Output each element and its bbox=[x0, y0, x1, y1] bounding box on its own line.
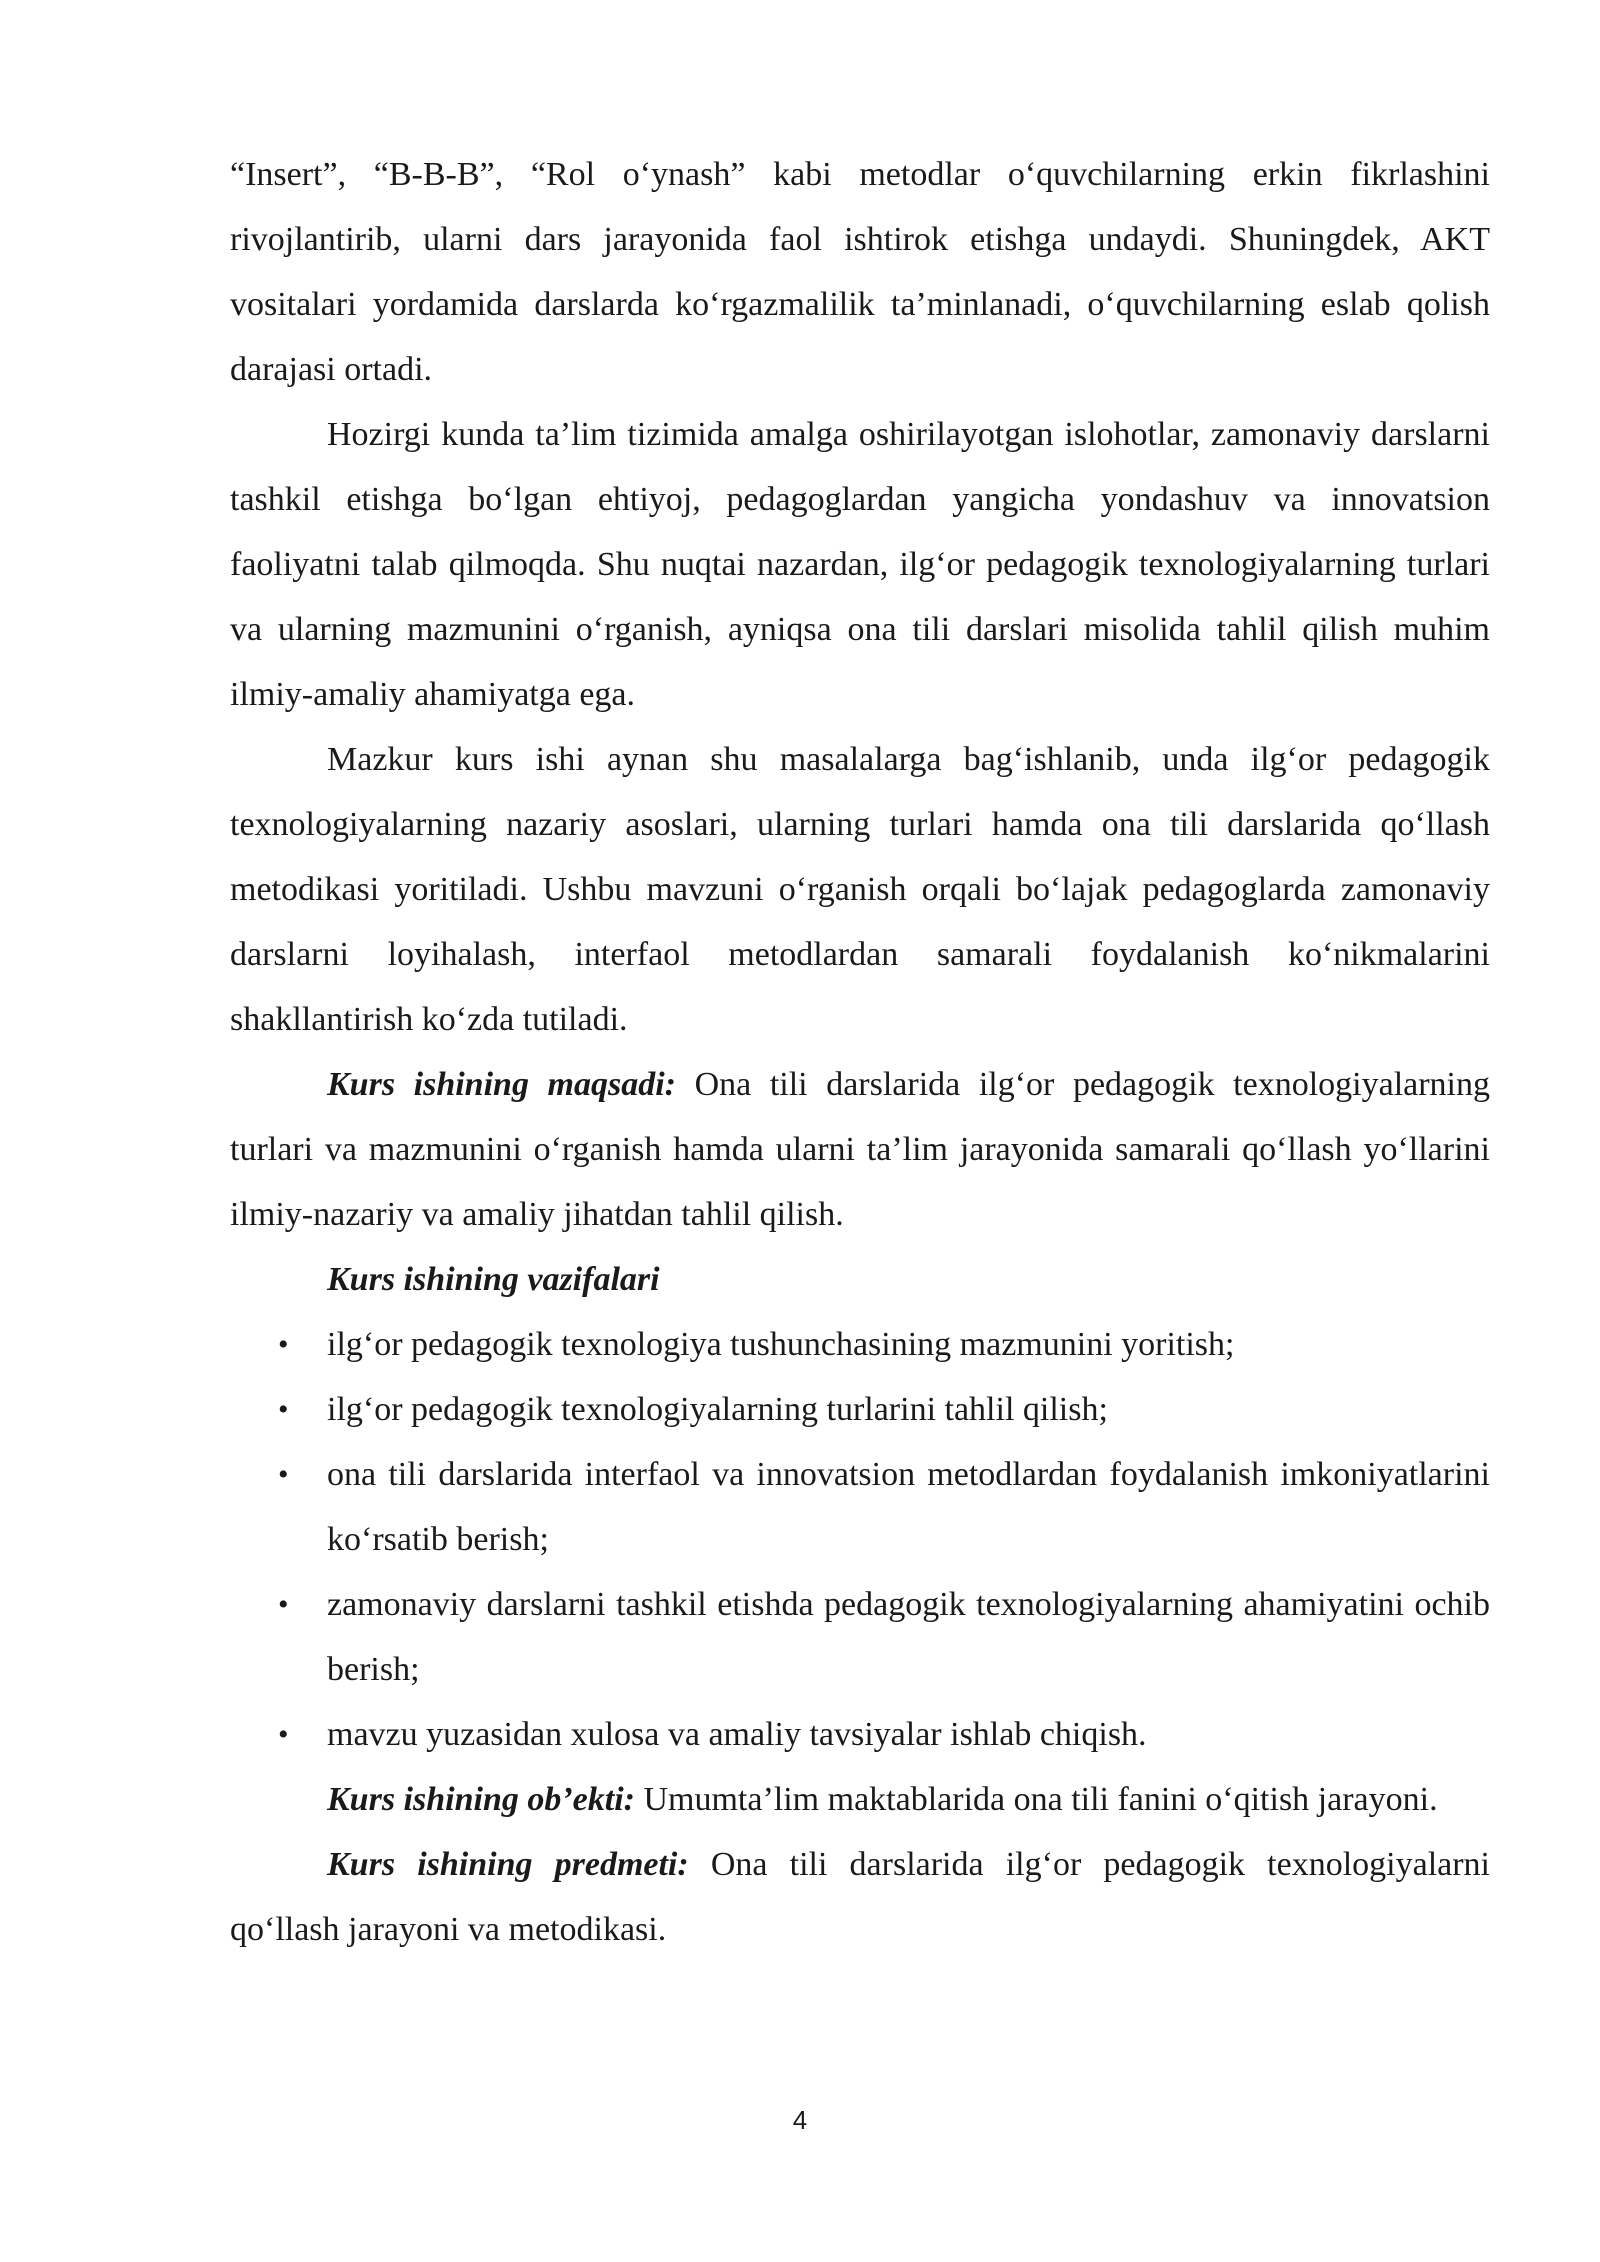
course-goal-label: Kurs ishining maqsadi: bbox=[327, 1066, 676, 1103]
bullet-icon: • bbox=[278, 1718, 289, 1751]
course-object-label: Kurs ishining ob’ekti: bbox=[327, 1781, 635, 1818]
paragraph-current-reforms: Hozirgi kunda ta’lim tizimida amalga oshirilayotgan islohotlar, zamonaviy darslarni tashkil etishga bo‘lgan ehtiyoj, pedagoglardan yangicha yondashuv va innovatsion faoliyatni talab qilmoqda. Shu nuqtai nazardan, ilg‘or pedagogik texnologiyalarning turlari va ularning mazmunini o‘rganish, ayniqsa ona tili darslari misolida tahlil qilish muhim ilmiy-amaliy ahamiyatga ega. bbox=[230, 416, 1490, 713]
page-body bbox=[230, 142, 1490, 1962]
list-item bbox=[230, 1572, 1490, 1702]
page-number: 4 bbox=[792, 2105, 808, 2135]
paragraph-course-object bbox=[230, 1767, 1490, 1832]
list-item bbox=[230, 1442, 1490, 1572]
list-item bbox=[230, 1312, 1490, 1377]
course-tasks-list bbox=[230, 1312, 1490, 1767]
course-goal-text: Ona tili darslarida ilg‘or pedagogik texnologiyalarning turlari va mazmunini o‘rganish hamda ularni ta’lim jarayonida samarali qo‘llash yo‘llarini ilmiy-nazariy va amaliy jihatdan tahlil qilish. bbox=[230, 1066, 1490, 1233]
bullet-icon: • bbox=[278, 1588, 289, 1621]
bullet-icon: • bbox=[278, 1393, 289, 1426]
list-item bbox=[230, 1377, 1490, 1442]
course-subject-label: Kurs ishining predmeti: bbox=[327, 1846, 689, 1883]
course-tasks-heading: Kurs ishining vazifalari bbox=[327, 1261, 660, 1298]
paragraph-course-work-scope: Mazkur kurs ishi aynan shu masalalarga bag‘ishlanib, unda ilg‘or pedagogik texnologiyalarning nazariy asoslari, ularning turlari hamda ona tili darslarida qo‘llash metodikasi yoritiladi. Ushbu mavzuni o‘rganish orqali bo‘lajak pedagoglarda zamonaviy darslarni loyihalash, interfaol metodlardan samarali foydalanish ko‘nikmalarini shakllantirish ko‘zda tutiladi. bbox=[230, 741, 1490, 1038]
bullet-icon: • bbox=[278, 1328, 289, 1361]
list-item-text: mavzu yuzasidan xulosa va amaliy tavsiyalar ishlab chiqish. bbox=[327, 1716, 1147, 1753]
course-object-text: Umumta’lim maktablarida ona tili fanini o‘qitish jarayoni. bbox=[634, 1781, 1438, 1818]
list-item-text: ona tili darslarida interfaol va innovatsion metodlardan foydalanish imkoniyatlarini ko‘rsatib berish; bbox=[327, 1456, 1490, 1558]
list-item-text: zamonaviy darslarni tashkil etishda pedagogik texnologiyalarning ahamiyatini ochib berish; bbox=[327, 1586, 1490, 1688]
list-item-text: ilg‘or pedagogik texnologiya tushunchasining mazmunini yoritish; bbox=[327, 1326, 1235, 1363]
paragraph-methods-continuation: “Insert”, “B-B-B”, “Rol o‘ynash” kabi metodlar o‘quvchilarning erkin fikrlashini rivojlantirib, ularni dars jarayonida faol ishtirok etishga undaydi. Shuningdek, AKT vositalari yordamida darslarda ko‘rgazmalilik ta’minlanadi, o‘quvchilarning eslab qolish darajasi ortadi. bbox=[230, 156, 1490, 388]
list-item-text: ilg‘or pedagogik texnologiyalarning turlarini tahlil qilish; bbox=[327, 1391, 1108, 1428]
paragraph-course-subject bbox=[230, 1832, 1490, 1962]
paragraph-course-goal bbox=[230, 1052, 1490, 1247]
list-item bbox=[230, 1702, 1490, 1767]
bullet-icon: • bbox=[278, 1458, 289, 1491]
course-subject-text: Ona tili darslarida ilg‘or pedagogik texnologiyalarni qo‘llash jarayoni va metodikasi. bbox=[230, 1846, 1490, 1948]
